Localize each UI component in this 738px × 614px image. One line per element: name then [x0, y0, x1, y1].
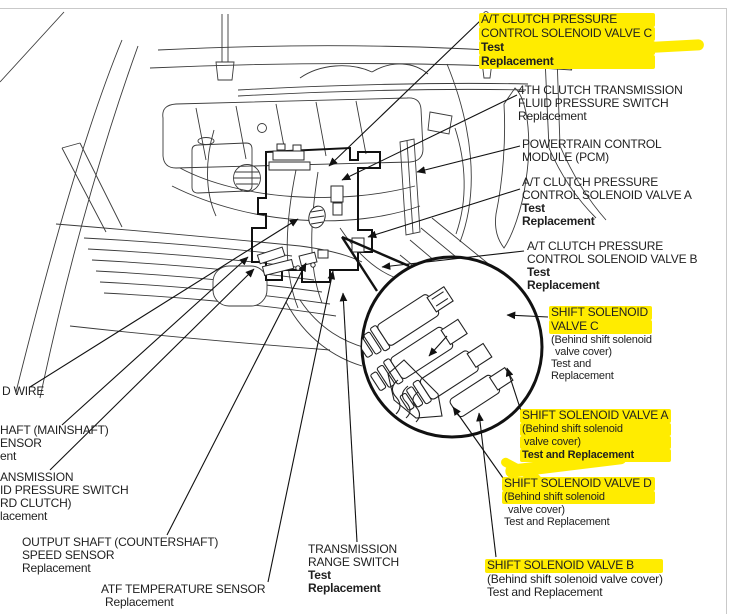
- label-at-clutch-valve-a: [522, 176, 692, 228]
- label-line: FLUID PRESSURE SWITCH: [518, 96, 669, 110]
- label-line: A/T CLUTCH PRESSURE: [479, 13, 655, 27]
- label-line: Replacement: [522, 214, 595, 228]
- label-shift-solenoid-d: [504, 477, 655, 528]
- label-shift-solenoid-c: [551, 306, 652, 382]
- label-line: Replacement: [105, 595, 174, 609]
- label-pcm: [522, 138, 662, 164]
- label-line: Replacement: [479, 55, 655, 69]
- label-line: SPEED SENSOR: [22, 548, 115, 562]
- label-line: HAFT (MAINSHAFT): [0, 423, 109, 437]
- label-output-shaft-sensor: [22, 536, 218, 575]
- label-line: D WIRE: [2, 384, 45, 398]
- label-line: CONTROL SOLENOID VALVE B: [527, 252, 698, 266]
- shift-solenoid-detail-circle: [349, 257, 542, 446]
- label-shift-solenoid-b: [487, 559, 663, 599]
- label-at-clutch-valve-c: [481, 13, 655, 69]
- label-4th-clutch-switch: [518, 84, 683, 123]
- label-line: SHIFT SOLENOID VALVE A: [520, 409, 671, 423]
- label-ground-wire-partial: [2, 385, 44, 398]
- label-line: (Behind shift solenoid valve cover): [487, 572, 663, 586]
- label-line: Test: [479, 41, 655, 55]
- label-line: Test and Replacement: [504, 516, 610, 528]
- label-line: (Behind shift solenoid: [502, 491, 655, 504]
- label-line: Replacement: [527, 278, 600, 292]
- label-line: OUTPUT SHAFT (COUNTERSHAFT): [22, 535, 219, 549]
- label-line: VALVE C: [549, 320, 652, 334]
- label-line: 4TH CLUTCH TRANSMISSION: [518, 83, 683, 97]
- label-line: ENSOR: [0, 436, 42, 450]
- label-line: Replacement: [308, 581, 381, 595]
- label-line: valve cover): [520, 436, 671, 449]
- label-line: TRANSMISSION: [308, 542, 397, 556]
- label-clutch-pressure-switch-partial: [0, 471, 128, 523]
- label-line: ent: [0, 449, 17, 463]
- label-line: RANGE SWITCH: [308, 555, 399, 569]
- label-at-clutch-valve-b: [527, 240, 697, 292]
- label-line: lacement: [0, 509, 48, 523]
- label-line: (Behind shift solenoid: [520, 423, 671, 436]
- label-line: ANSMISSION: [0, 470, 74, 484]
- label-line: valve cover): [508, 504, 565, 516]
- label-line: A/T CLUTCH PRESSURE: [527, 239, 664, 253]
- label-line: ATF TEMPERATURE SENSOR: [101, 582, 266, 596]
- page-top-border: [0, 8, 727, 9]
- label-line: Replacement: [551, 370, 614, 382]
- label-line: RD CLUTCH): [0, 496, 72, 510]
- label-line: Replacement: [22, 561, 91, 575]
- label-line: Test and Replacement: [487, 585, 603, 599]
- label-line: Test: [527, 265, 550, 279]
- label-line: SHIFT SOLENOID: [549, 306, 652, 320]
- label-line: CONTROL SOLENOID VALVE C: [479, 27, 655, 41]
- page-right-border: [726, 8, 727, 614]
- label-line: Test and Replacement: [520, 449, 671, 462]
- label-shift-solenoid-a: [522, 409, 671, 462]
- label-line: Replacement: [518, 109, 587, 123]
- label-line: (Behind shift solenoid: [551, 334, 652, 346]
- label-atf-temperature-sensor: [101, 583, 265, 609]
- label-line: Test: [522, 201, 545, 215]
- label-transmission-range-switch: [308, 543, 399, 595]
- label-line: valve cover): [555, 346, 612, 358]
- label-line: SHIFT SOLENOID VALVE D: [502, 477, 655, 491]
- label-line: POWERTRAIN CONTROL: [522, 137, 662, 151]
- label-line: A/T CLUTCH PRESSURE: [522, 175, 659, 189]
- label-line: MODULE (PCM): [522, 150, 609, 164]
- label-line: SHIFT SOLENOID VALVE B: [485, 559, 663, 573]
- label-mainshaft-sensor-partial: [0, 424, 109, 463]
- label-line: ID PRESSURE SWITCH: [0, 483, 129, 497]
- label-line: Test: [308, 568, 331, 582]
- label-line: Test and: [551, 358, 591, 370]
- label-line: CONTROL SOLENOID VALVE A: [522, 188, 692, 202]
